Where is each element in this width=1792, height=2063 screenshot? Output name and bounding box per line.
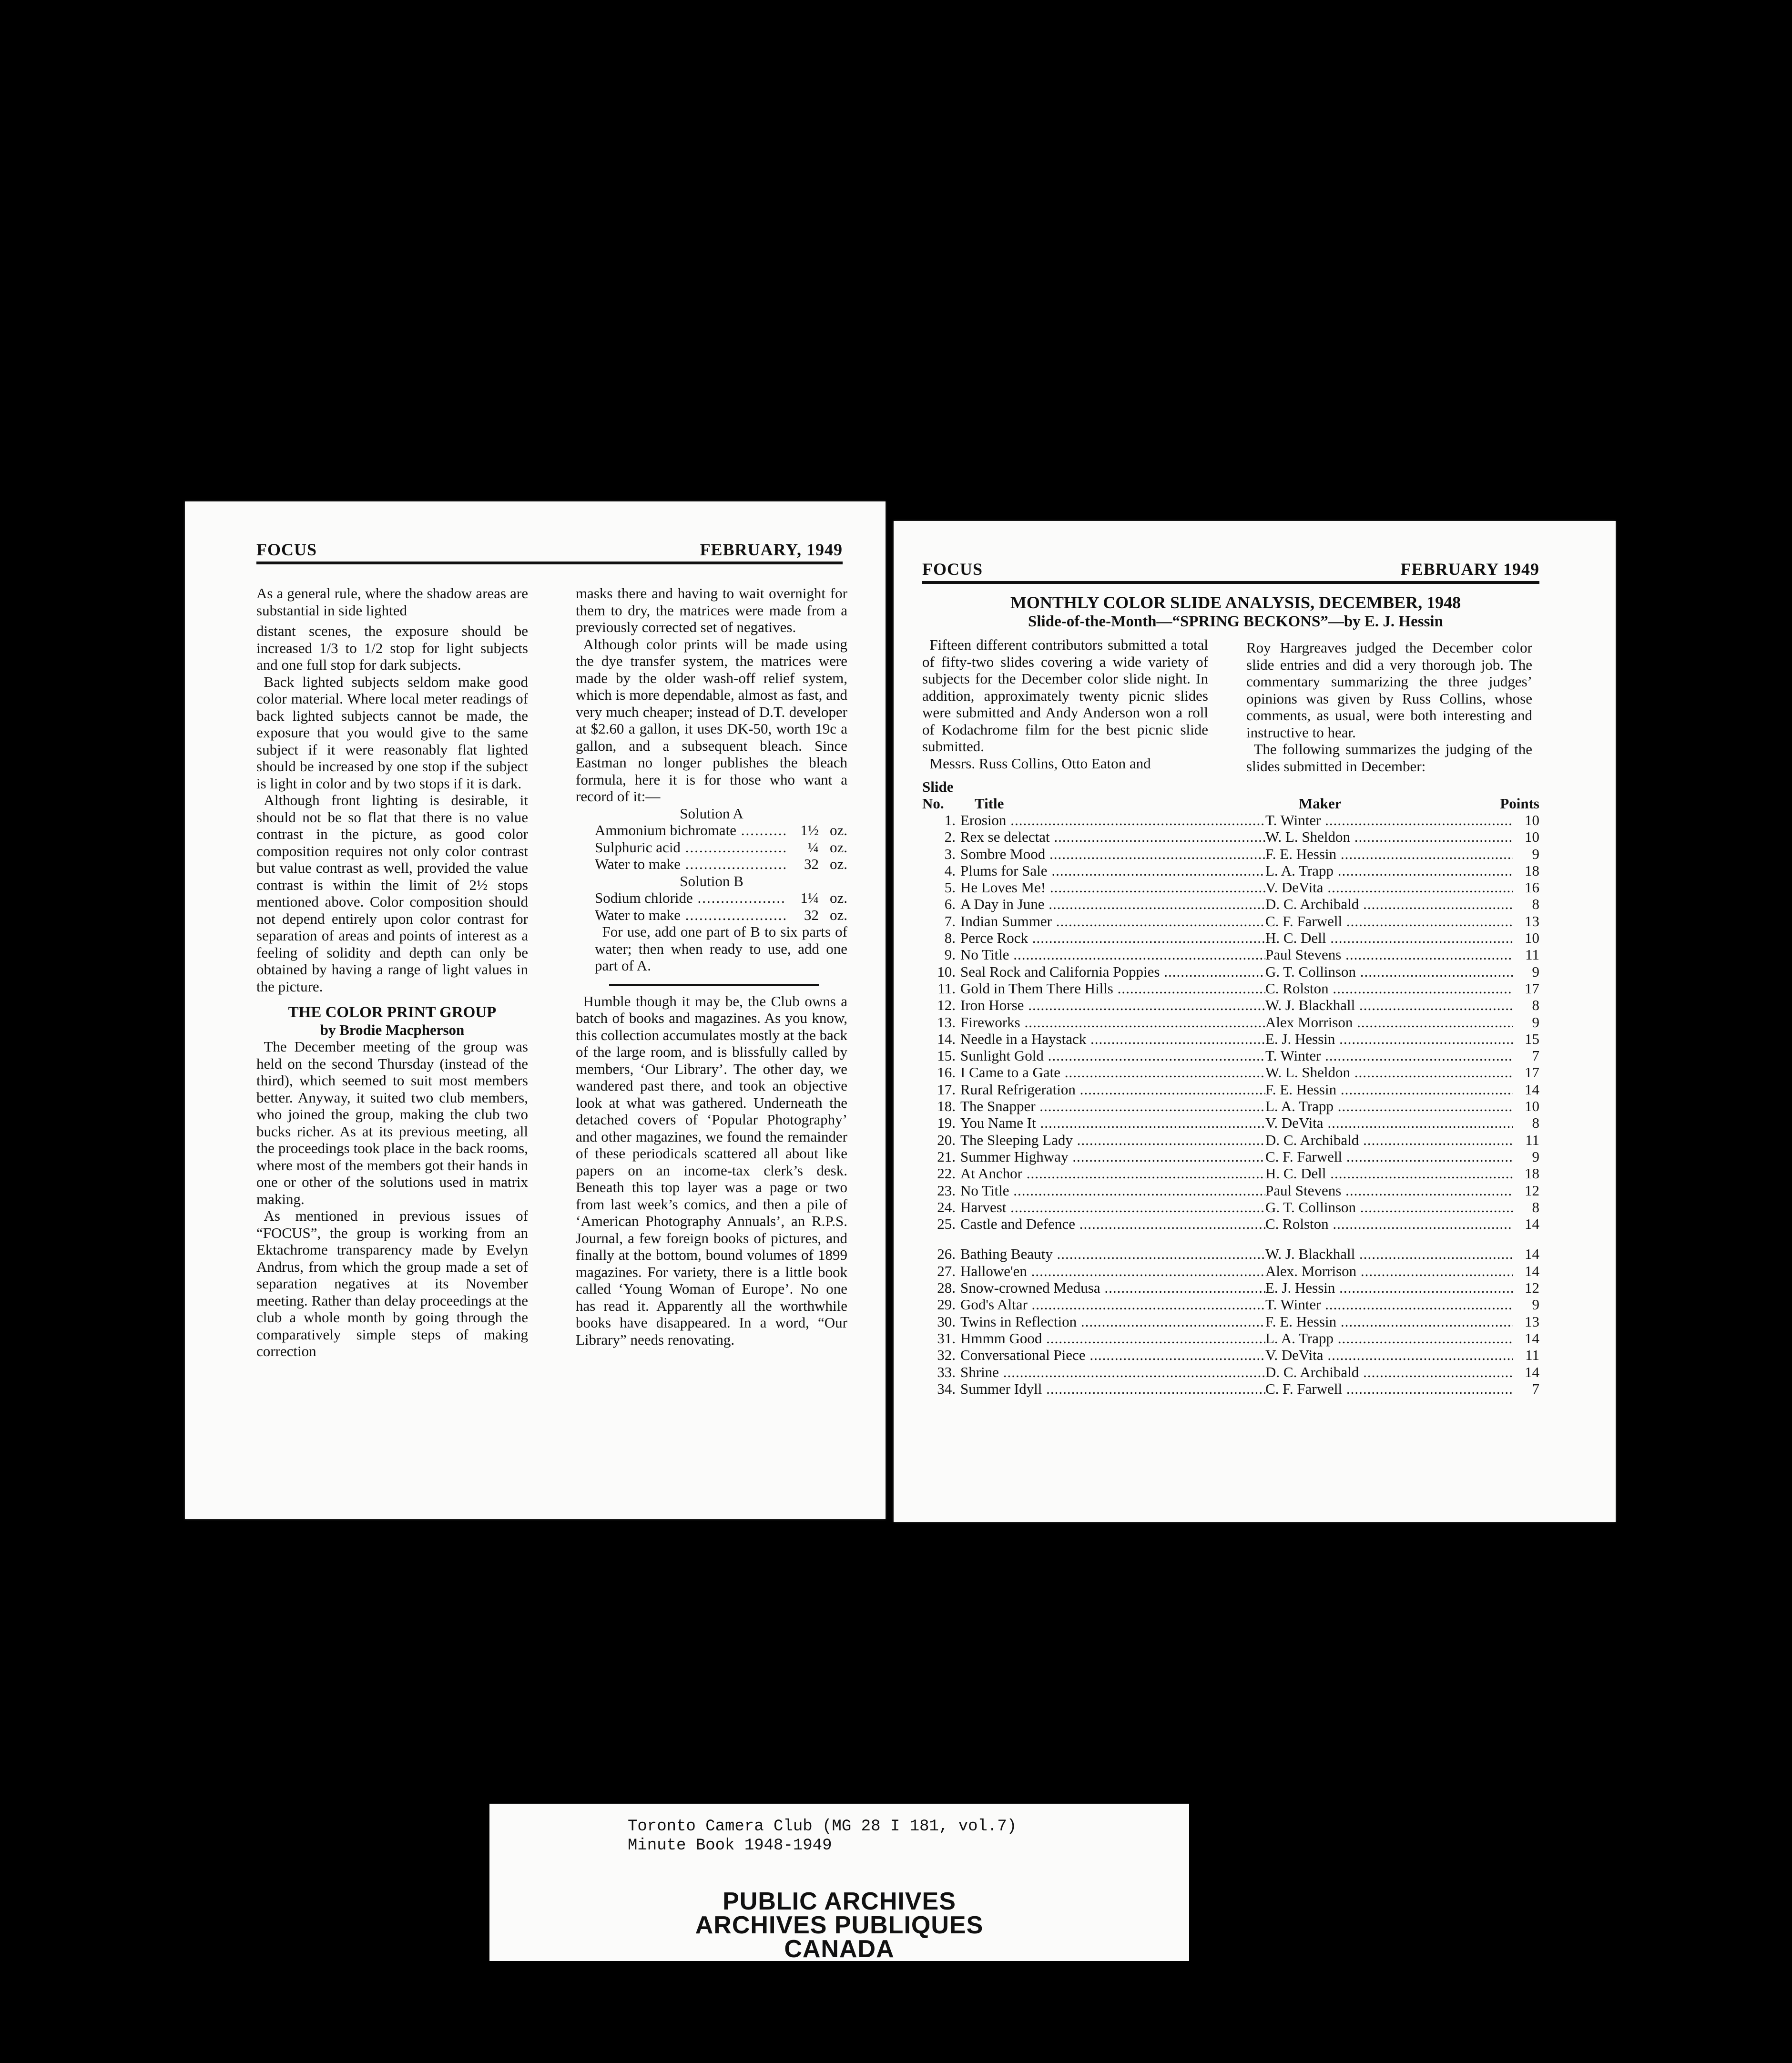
recipe-line xyxy=(576,889,847,907)
header-title: FOCUS xyxy=(922,560,983,579)
slide-number: 34. xyxy=(937,1380,956,1397)
paragraph: Although front lighting is desirable, it should not be so flat that there is no value contrast in the picture, as good color composition requires not only color contrast but value contrast as well, provided the value contrast is within the limit of 2½ stops mentioned above. Color composition should not depend entirely upon color contrast for separation of areas and points of interest as a feeling of solidity and depth can only be obtained by having a range of light values in the picture. xyxy=(256,792,528,995)
slide-points: 9 xyxy=(1532,1296,1539,1313)
ingredient-unit: oz. xyxy=(829,856,847,872)
table-row xyxy=(922,1148,1539,1165)
slide-maker: W. L. Sheldon ..... xyxy=(1265,828,1513,846)
slide-points: 9 xyxy=(1532,1013,1539,1031)
slide-points: 13 xyxy=(1525,1313,1539,1330)
slide-number: 4. xyxy=(944,862,956,879)
ingredient-unit: oz. xyxy=(829,838,847,856)
slide-maker: G. T. Collinson ..... xyxy=(1265,963,1513,980)
slide-maker: C. F. Farwell ..... xyxy=(1265,1380,1513,1398)
right-page xyxy=(894,521,1616,1522)
table-row xyxy=(922,1064,1539,1081)
slide-title: At Anchor ..... xyxy=(960,1165,1265,1182)
table-row xyxy=(922,929,1539,946)
slide-points: 10 xyxy=(1525,828,1539,846)
slide-maker: W. J. Blackhall ..... xyxy=(1265,997,1513,1014)
archive-reference xyxy=(628,1817,1017,1855)
solution-a-title: Solution A xyxy=(680,805,743,822)
table-row xyxy=(922,1132,1539,1148)
slide-title: Twins in Reflection ..... xyxy=(960,1313,1265,1330)
slide-number: 31. xyxy=(937,1329,956,1347)
slide-title: Hallowe'en ..... xyxy=(960,1263,1265,1280)
slide-points: 12 xyxy=(1525,1279,1539,1297)
slide-number: 15. xyxy=(937,1047,956,1064)
slide-title: Snow-crowned Medusa ..... xyxy=(960,1279,1265,1297)
slide-points: 7 xyxy=(1532,1380,1539,1397)
slide-title: The Snapper ..... xyxy=(960,1098,1265,1115)
slide-points: 9 xyxy=(1532,963,1539,980)
slide-maker: F. E. Hessin ..... xyxy=(1265,846,1513,863)
table-row xyxy=(922,1263,1539,1279)
slide-title: No Title ..... xyxy=(960,946,1265,963)
slide-points: 10 xyxy=(1525,812,1539,828)
slide-maker: C. Rolston ..... xyxy=(1265,980,1513,997)
slide-number: 1. xyxy=(944,812,956,828)
slide-points: 14 xyxy=(1525,1363,1539,1380)
slide-number: 27. xyxy=(937,1262,956,1279)
paragraph: Although color prints will be made using the dye transfer system, the matrices were made by the older wash-off relief system, which is more dependable, almost as fast, and very much cheaper; instead of D.T. developer at $2.60 a gallon, it uses DK-50, worth 19c a gallon, and a subsequent bleach. Since Eastman no longer publishes the bleach formula, here it is for those who want a record of it:— xyxy=(576,635,847,805)
slide-points: 13 xyxy=(1525,912,1539,929)
slide-maker: V. DeVita ..... xyxy=(1265,879,1513,896)
slide-number: 13. xyxy=(937,1013,956,1031)
slide-number: 6. xyxy=(944,896,956,913)
slide-title: Indian Summer ..... xyxy=(960,913,1265,930)
slide-number: 17. xyxy=(937,1081,956,1098)
ingredient-qty: 1½ xyxy=(800,822,819,838)
left-page-header xyxy=(256,540,843,564)
right-page-header xyxy=(922,559,1539,584)
slide-title: Needle in a Haystack ..... xyxy=(960,1031,1265,1048)
table-row xyxy=(922,1380,1539,1397)
slide-maker: Paul Stevens ..... xyxy=(1265,946,1513,963)
ingredient-qty: 32 xyxy=(804,906,819,923)
table-row xyxy=(922,1330,1539,1347)
stamp-line: ARCHIVES PUBLIQUES xyxy=(695,1911,984,1939)
analysis-title: MONTHLY COLOR SLIDE ANALYSIS, DECEMBER, 1948 xyxy=(1010,593,1461,612)
slide-number: 10. xyxy=(937,963,956,980)
slide-number: 22. xyxy=(937,1165,956,1182)
slide-maker: T. Winter ..... xyxy=(1265,1047,1513,1064)
slide-maker: W. J. Blackhall ..... xyxy=(1265,1246,1513,1263)
slide-maker: L. A. Trapp ..... xyxy=(1265,862,1513,879)
table-row xyxy=(922,1296,1539,1313)
table-body xyxy=(922,812,1539,1397)
slide-points: 7 xyxy=(1532,1047,1539,1064)
slide-maker: T. Winter ..... xyxy=(1265,812,1513,829)
slide-number: 21. xyxy=(937,1148,956,1165)
archive-label xyxy=(489,1804,1189,1961)
paragraph: masks there and having to wait overnight for them to dry, the matrices were made from a previously corrected set of negatives. xyxy=(576,585,847,635)
slide-points: 12 xyxy=(1525,1182,1539,1199)
slide-title: Iron Horse ..... xyxy=(960,997,1265,1014)
col-header-slide: Slide xyxy=(922,778,954,795)
table-row xyxy=(922,828,1539,845)
table-row xyxy=(922,862,1539,879)
paragraph: Back lighted subjects seldom make good color material. Where local meter readings of back lighted subjects cannot be made, the exposure that you would give to the same subject if it were reasonably flat lighted should be increased by one stop if the subject is light in color and by two stops if it is dark. xyxy=(256,673,528,792)
slide-maker: D. C. Archibald ..... xyxy=(1265,896,1513,913)
slide-points: 11 xyxy=(1525,1347,1539,1364)
slide-title: Sunlight Gold ..... xyxy=(960,1047,1265,1064)
slide-points: 14 xyxy=(1525,1081,1539,1098)
slide-points: 16 xyxy=(1525,879,1539,896)
slide-title: No Title ..... xyxy=(960,1182,1265,1199)
slide-maker: C. F. Farwell ..... xyxy=(1265,1148,1513,1165)
slide-number: 9. xyxy=(944,946,956,963)
slide-number: 7. xyxy=(944,912,956,929)
slide-title: Gold in Them There Hills ..... xyxy=(960,980,1265,997)
left-column-1 xyxy=(256,585,528,1360)
slide-number: 26. xyxy=(937,1246,956,1263)
slide-title: Seal Rock and California Poppies ..... xyxy=(960,963,1265,980)
header-title: FOCUS xyxy=(256,540,317,559)
archive-reference-line: Minute Book 1948-1949 xyxy=(628,1837,832,1855)
slide-number: 29. xyxy=(937,1296,956,1313)
table-row xyxy=(922,1313,1539,1330)
slide-maker: V. DeVita ..... xyxy=(1265,1114,1513,1132)
table-row xyxy=(922,1114,1539,1131)
slide-title: You Name It ..... xyxy=(960,1114,1265,1132)
intro-left-column xyxy=(922,636,1208,772)
table-row xyxy=(922,1364,1539,1380)
slide-number: 11. xyxy=(937,980,956,997)
ingredient-name: Water to make ..... xyxy=(595,856,785,873)
slide-title: Rural Refrigeration ..... xyxy=(960,1081,1265,1098)
table-row xyxy=(922,913,1539,929)
slide-title: Shrine ..... xyxy=(960,1364,1265,1381)
slide-maker: F. E. Hessin ..... xyxy=(1265,1313,1513,1330)
slide-results-table xyxy=(922,778,1539,1397)
table-row xyxy=(922,1165,1539,1182)
table-row xyxy=(922,879,1539,896)
slide-points: 17 xyxy=(1525,980,1539,997)
ingredient-name: Sodium chloride ..... xyxy=(595,889,785,907)
ingredient-unit: oz. xyxy=(829,822,847,838)
analysis-title-block xyxy=(941,592,1530,631)
recipe-line xyxy=(576,907,847,924)
table-row xyxy=(922,1246,1539,1262)
table-row xyxy=(922,812,1539,828)
slide-points: 10 xyxy=(1525,1098,1539,1115)
paragraph: For use, add one part of B to six parts of water; then when ready to use, add one part of A. xyxy=(595,923,847,974)
slide-title: Sombre Mood ..... xyxy=(960,846,1265,863)
slide-points: 9 xyxy=(1532,845,1539,862)
table-row xyxy=(922,1047,1539,1064)
paragraph: Roy Hargreaves judged the December color slide entries and did a very thorough job. The commentary summarizing the three judges’ opinions was given by Russ Collins, whose comments, as usual, were both interesting and instructive to hear. xyxy=(1246,639,1532,741)
slide-number: 24. xyxy=(937,1198,956,1215)
slide-maker: Paul Stevens ..... xyxy=(1265,1182,1513,1199)
slide-number: 8. xyxy=(944,929,956,947)
solution-b-title: Solution B xyxy=(680,872,743,889)
slide-maker: H. C. Dell ..... xyxy=(1265,929,1513,947)
slide-number: 20. xyxy=(937,1131,956,1148)
archive-stamp xyxy=(489,1889,1189,1961)
slide-points: 11 xyxy=(1525,1131,1539,1148)
ingredient-qty: ¼ xyxy=(807,838,819,856)
slide-title: Conversational Piece ..... xyxy=(960,1347,1265,1364)
slide-number: 3. xyxy=(944,845,956,862)
slide-maker: W. L. Sheldon ..... xyxy=(1265,1064,1513,1081)
slide-title: Hmmm Good ..... xyxy=(960,1330,1265,1347)
slide-maker: D. C. Archibald ..... xyxy=(1265,1364,1513,1381)
slide-title: Rex se delectat ..... xyxy=(960,828,1265,846)
paragraph: The December meeting of the group was held on the second Thursday (instead of the third), which seemed to suit most members better. Anyway, it suited two club members, who joined the group, making the club two bucks richer. As at its previous meeting, all the proceedings took place in the back rooms, where most of the members got their hands in one or other of the solutions used in matrix making. xyxy=(256,1038,528,1207)
table-row xyxy=(922,846,1539,862)
slide-title: Summer Highway ..... xyxy=(960,1148,1265,1165)
header-date: FEBRUARY 1949 xyxy=(1400,560,1539,579)
paragraph: Messrs. Russ Collins, Otto Eaton and xyxy=(929,755,1151,772)
table-row xyxy=(922,980,1539,997)
col-header-maker: Maker xyxy=(1299,795,1342,812)
slide-title: Plums for Sale ..... xyxy=(960,862,1265,879)
slide-maker: F. E. Hessin ..... xyxy=(1265,1081,1513,1098)
slide-maker: G. T. Collinson ..... xyxy=(1265,1199,1513,1216)
slide-points: 18 xyxy=(1525,1165,1539,1182)
table-row xyxy=(922,1098,1539,1114)
stamp-line: PUBLIC ARCHIVES xyxy=(723,1888,956,1915)
slide-number: 12. xyxy=(937,997,956,1014)
slide-number: 23. xyxy=(937,1182,956,1199)
slide-maker: L. A. Trapp ..... xyxy=(1265,1098,1513,1115)
table-row xyxy=(922,1279,1539,1296)
slide-title: He Loves Me! ..... xyxy=(960,879,1265,896)
intro-right-column xyxy=(1246,639,1532,775)
table-header xyxy=(922,778,1539,812)
slide-title: God's Altar ..... xyxy=(960,1296,1265,1313)
slide-points: 8 xyxy=(1532,1198,1539,1215)
table-row xyxy=(922,1347,1539,1363)
slide-points: 8 xyxy=(1532,997,1539,1014)
paragraph: Humble though it may be, the Club owns a batch of books and magazines. As you know, this collection accumulates mostly at the back of the large room, and is blissfully called by members, ‘Our Library’. The other day, we wandered past there, and took an objective look at what was gathered. Underneath the detached covers of ‘Popular Photography’ and other magazines, we found the remainder of these periodicals scattered all about like papers on an income-tax clerk’s desk. Beneath this top layer was a page or two from last week’s comics, and then a pile of ‘American Photography Annuals’, an R.P.S. Journal, a few foreign books of pictures, and finally at the bottom, bound volumes of 1899 magazines. For variety, there is a little book called ‘Young Woman of Europe’. No one has read it. Apparently all the worthwhile books have disappeared. In a word, “Our Library” needs renovating. xyxy=(576,992,847,1348)
slide-title: I Came to a Gate ..... xyxy=(960,1064,1265,1081)
slide-points: 8 xyxy=(1532,1114,1539,1132)
table-row xyxy=(922,1199,1539,1215)
stamp-line: CANADA xyxy=(784,1935,895,1963)
slide-number: 14. xyxy=(937,1030,956,1047)
slide-number: 16. xyxy=(937,1064,956,1081)
article-byline: by Brodie Macpherson xyxy=(320,1021,465,1038)
paragraph: distant scenes, the exposure should be increased 1/3 to 1/2 stop for light subjects and one full stop for dark subjects. xyxy=(256,623,528,673)
slide-title: A Day in June ..... xyxy=(960,896,1265,913)
recipe-line xyxy=(576,822,847,839)
slide-title: Bathing Beauty ..... xyxy=(960,1246,1265,1263)
slide-maker: E. J. Hessin ..... xyxy=(1265,1279,1513,1297)
ingredient-qty: 1¼ xyxy=(800,889,819,906)
slide-maker: L. A. Trapp ..... xyxy=(1265,1330,1513,1347)
slide-maker: C. Rolston ..... xyxy=(1265,1215,1513,1233)
slide-number: 18. xyxy=(937,1098,956,1115)
slide-number: 28. xyxy=(937,1279,956,1297)
left-page xyxy=(185,501,886,1519)
table-row xyxy=(922,1215,1539,1232)
ingredient-name: Sulphuric acid ..... xyxy=(595,839,785,856)
recipe-line xyxy=(576,856,847,873)
slide-number: 19. xyxy=(937,1114,956,1132)
slide-maker: D. C. Archibald ..... xyxy=(1265,1132,1513,1149)
slide-points: 8 xyxy=(1532,896,1539,913)
slide-title: Castle and Defence ..... xyxy=(960,1215,1265,1233)
left-column-2 xyxy=(576,585,847,1348)
table-row xyxy=(922,1031,1539,1047)
slide-number: 5. xyxy=(944,879,956,896)
paragraph: The following summarizes the judging of the slides submitted in December: xyxy=(1246,741,1532,775)
slide-points: 9 xyxy=(1532,1148,1539,1165)
slide-number: 2. xyxy=(944,828,956,846)
ingredient-name: Ammonium bichromate ..... xyxy=(595,822,785,839)
table-row xyxy=(922,997,1539,1013)
slide-number: 25. xyxy=(937,1215,956,1233)
slide-maker: Alex Morrison ..... xyxy=(1265,1014,1513,1031)
header-date: FEBRUARY, 1949 xyxy=(700,540,843,559)
table-row xyxy=(922,963,1539,980)
col-header-points: Points xyxy=(1500,795,1539,812)
slide-points: 14 xyxy=(1525,1215,1539,1233)
analysis-subtitle: Slide-of-the-Month—“SPRING BECKONS”—by E. J. Hessin xyxy=(1028,613,1443,630)
slide-title: Fireworks ..... xyxy=(960,1014,1265,1031)
table-row xyxy=(922,1014,1539,1031)
slide-title: Erosion ..... xyxy=(960,812,1265,829)
table-row xyxy=(922,946,1539,963)
archive-reference-line: Toronto Camera Club (MG 28 I 181, vol.7) xyxy=(628,1818,1017,1836)
slide-number: 30. xyxy=(937,1313,956,1330)
slide-maker: C. F. Farwell ..... xyxy=(1265,913,1513,930)
slide-maker: V. DeVita ..... xyxy=(1265,1347,1513,1364)
slide-points: 11 xyxy=(1525,946,1539,963)
slide-title: Summer Idyll ..... xyxy=(960,1380,1265,1398)
slide-points: 17 xyxy=(1525,1064,1539,1081)
ingredient-unit: oz. xyxy=(829,889,847,906)
paragraph: Fifteen different contributors submitted a total of fifty-two slides covering a wide variety of subjects for the December color slide night. In addition, approximately twenty picnic slides were submitted and Andy Anderson won a roll of Kodachrome film for the best picnic slide submitted. xyxy=(922,636,1208,755)
col-header-title: Title xyxy=(975,795,1004,812)
paragraph: As a general rule, where the shadow areas are substantial in side lighted xyxy=(256,585,528,619)
section-divider xyxy=(609,984,819,986)
col-header-no: No. xyxy=(922,795,944,812)
slide-title: The Sleeping Lady ..... xyxy=(960,1132,1265,1149)
ingredient-name: Water to make ..... xyxy=(595,907,785,924)
slide-number: 33. xyxy=(937,1363,956,1380)
slide-maker: H. C. Dell ..... xyxy=(1265,1165,1513,1182)
article-heading: THE COLOR PRINT GROUP xyxy=(288,1004,497,1021)
slide-number: 32. xyxy=(937,1347,956,1364)
ingredient-qty: 32 xyxy=(804,856,819,872)
ingredient-unit: oz. xyxy=(829,906,847,923)
slide-maker: E. J. Hessin ..... xyxy=(1265,1031,1513,1048)
paragraph: As mentioned in previous issues of “FOCUS”, the group is working from an Ektachrome transparency made by Evelyn Andrus, from which the group made a set of separation negatives at its November meeting. Rather than delay proceedings at the club a whole month by going through the comparatively simple steps of making correction xyxy=(256,1207,528,1359)
slide-points: 14 xyxy=(1525,1262,1539,1279)
slide-points: 14 xyxy=(1525,1246,1539,1263)
slide-points: 10 xyxy=(1525,929,1539,947)
table-row xyxy=(922,896,1539,912)
table-row xyxy=(922,1182,1539,1199)
slide-points: 14 xyxy=(1525,1329,1539,1347)
slide-maker: T. Winter ..... xyxy=(1265,1296,1513,1313)
slide-title: Perce Rock ..... xyxy=(960,929,1265,947)
slide-title: Harvest ..... xyxy=(960,1199,1265,1216)
slide-points: 15 xyxy=(1525,1030,1539,1047)
recipe-line xyxy=(576,839,847,856)
slide-maker: Alex. Morrison ..... xyxy=(1265,1263,1513,1280)
slide-points: 18 xyxy=(1525,862,1539,879)
table-row xyxy=(922,1081,1539,1098)
